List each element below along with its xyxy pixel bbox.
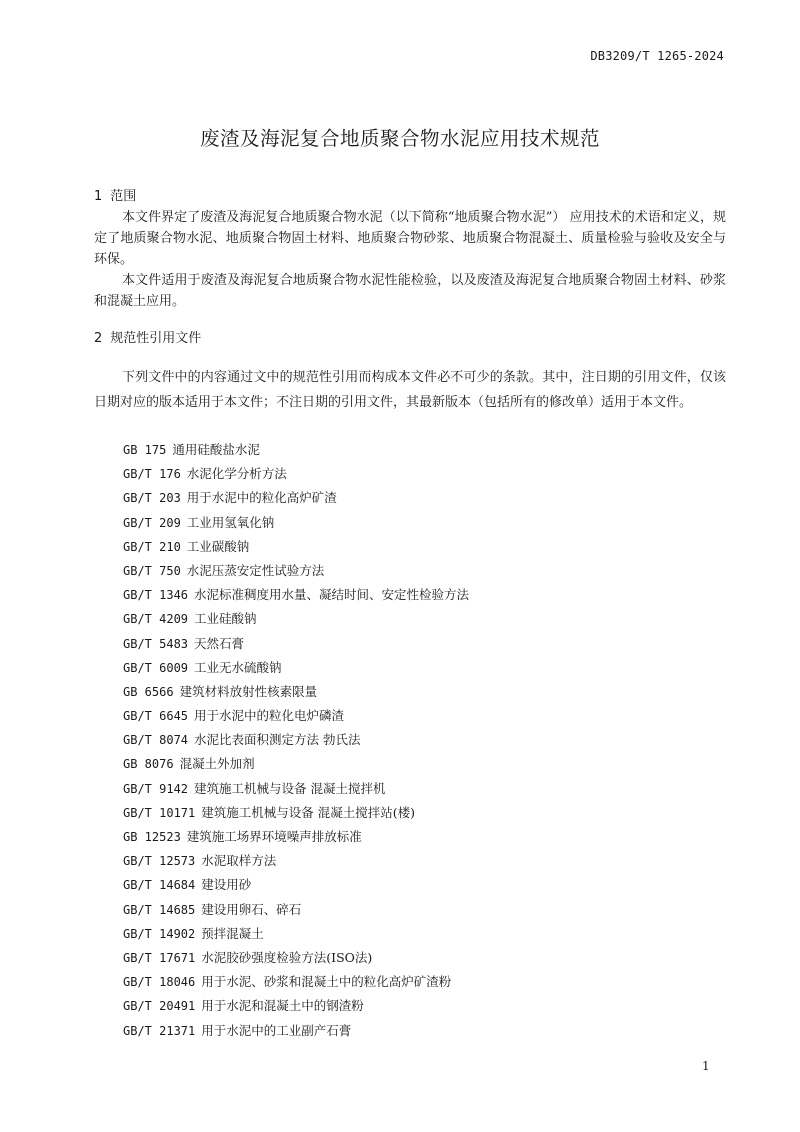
section-title: 范围 [110, 189, 137, 204]
reference-title: 用于水泥、砂浆和混凝土中的粒化高炉矿渣粉 [201, 974, 452, 990]
reference-code: GB/T 203 [123, 491, 181, 506]
reference-title: 建设用卵石、碎石 [201, 901, 302, 917]
reference-item [123, 970, 469, 994]
reference-item [123, 728, 469, 752]
reference-title: 工业硅酸钠 [194, 611, 257, 627]
reference-title: 预拌混凝土 [201, 925, 264, 941]
reference-code: GB/T 5483 [123, 636, 189, 651]
section-number: 2 [94, 331, 103, 346]
reference-title: 水泥压蒸安定性试验方法 [186, 562, 325, 578]
reference-item [123, 704, 469, 728]
reference-code: GB/T 21371 [123, 1023, 196, 1038]
reference-code: GB/T 210 [123, 539, 181, 554]
reference-item [123, 438, 469, 462]
section-heading-scope [94, 185, 136, 204]
reference-code: GB 6566 [123, 684, 174, 699]
reference-code: GB/T 14685 [123, 902, 196, 917]
reference-code: GB/T 6009 [123, 660, 189, 675]
reference-item [123, 559, 469, 583]
reference-title: 用于水泥和混凝土中的钢渣粉 [201, 998, 364, 1014]
reference-code: GB/T 12573 [123, 854, 196, 869]
reference-title: 建筑材料放射性核素限量 [179, 683, 318, 699]
references-intro-paragraph: 下列文件中的内容通过文中的规范性引用而构成本文件必不可少的条款。其中，注日期的引用文件，仅该日期对应的版本适用于本文件；不注日期的引用文件，其最新版本（包括所有的修改单）适用于本文件。 [94, 370, 726, 410]
reference-code: GB/T 750 [123, 563, 181, 578]
reference-code: GB/T 14902 [123, 926, 196, 941]
reference-code: GB/T 18046 [123, 975, 196, 990]
reference-title: 用于水泥中的工业副产石膏 [201, 1022, 352, 1038]
doc-code: DB3209/T 1265-2024 [590, 49, 724, 63]
reference-code: GB 12523 [123, 830, 181, 844]
reference-title: 建筑施工机械与设备 混凝土搅拌机 [194, 780, 386, 796]
reference-title: 工业无水硫酸钠 [194, 659, 282, 675]
reference-code: GB/T 20491 [123, 999, 196, 1014]
reference-title: 水泥标准稠度用水量、凝结时间、安定性检验方法 [194, 587, 470, 603]
reference-code: GB/T 1346 [123, 588, 189, 603]
section-title: 规范性引用文件 [110, 331, 202, 346]
reference-code: GB/T 6645 [123, 709, 189, 724]
reference-list [123, 438, 469, 1043]
page-number: 1 [702, 1059, 710, 1073]
reference-item [123, 752, 469, 776]
reference-title: 水泥比表面积测定方法 勃氏法 [194, 732, 361, 748]
reference-code: GB/T 8074 [123, 733, 189, 748]
reference-title: 水泥胶砂强度检验方法(ISO法) [201, 949, 373, 965]
reference-item [123, 825, 469, 849]
reference-item [123, 535, 469, 559]
reference-code: GB/T 17671 [123, 950, 196, 965]
section-heading-normative-references [94, 327, 201, 346]
reference-title: 建筑施工机械与设备 混凝土搅拌站(楼) [201, 804, 415, 820]
reference-item [123, 462, 469, 486]
reference-item [123, 946, 469, 970]
reference-code: GB/T 4209 [123, 612, 189, 627]
reference-title: 建设用砂 [201, 877, 252, 893]
reference-item [123, 632, 469, 656]
reference-title: 通用硅酸盐水泥 [172, 442, 260, 457]
reference-code: GB/T 9142 [123, 781, 189, 796]
reference-item [123, 898, 469, 922]
reference-item [123, 656, 469, 680]
reference-item [123, 680, 469, 704]
reference-code: GB/T 176 [123, 467, 181, 482]
reference-title: 建筑施工场界环境噪声排放标准 [186, 829, 362, 844]
reference-title: 水泥取样方法 [201, 853, 277, 869]
reference-code: GB 8076 [123, 757, 174, 772]
reference-code: GB 175 [123, 443, 167, 457]
reference-item [123, 873, 469, 897]
reference-title: 天然石膏 [194, 635, 245, 651]
reference-title: 工业用氢氧化钠 [186, 514, 275, 530]
scope-paragraph-2: 本文件适用于废渣及海泥复合地质聚合物水泥性能检验，以及废渣及海泥复合地质聚合物固土材料、砂浆和混凝土应用。 [94, 273, 726, 309]
reference-title: 工业碳酸钠 [186, 538, 250, 554]
reference-item [123, 849, 469, 873]
reference-item [123, 801, 469, 825]
reference-item [123, 922, 469, 946]
reference-item [123, 777, 469, 801]
reference-code: GB/T 10171 [123, 805, 196, 820]
reference-item [123, 994, 469, 1018]
reference-item [123, 511, 469, 535]
reference-title: 用于水泥中的粒化高炉矿渣 [186, 490, 337, 506]
reference-code: GB/T 209 [123, 515, 181, 530]
document-title: 废渣及海泥复合地质聚合物水泥应用技术规范 [199, 127, 600, 150]
reference-item [123, 1019, 469, 1043]
section-number: 1 [94, 189, 103, 204]
reference-title: 水泥化学分析方法 [186, 466, 287, 482]
reference-item [123, 583, 469, 607]
reference-title: 用于水泥中的粒化电炉磷渣 [194, 708, 345, 724]
reference-code: GB/T 14684 [123, 878, 196, 893]
reference-item [123, 607, 469, 631]
scope-paragraph-1: 本文件界定了废渣及海泥复合地质聚合物水泥（以下简称“地质聚合物水泥”） 应用技术的术语和定义，规定了地质聚合物水泥、地质聚合物固土材料、地质聚合物砂浆、地质聚合物混凝土、质量检验与验收及安全与环保。 [94, 210, 726, 267]
reference-item [123, 486, 469, 510]
reference-title: 混凝土外加剂 [179, 756, 255, 772]
